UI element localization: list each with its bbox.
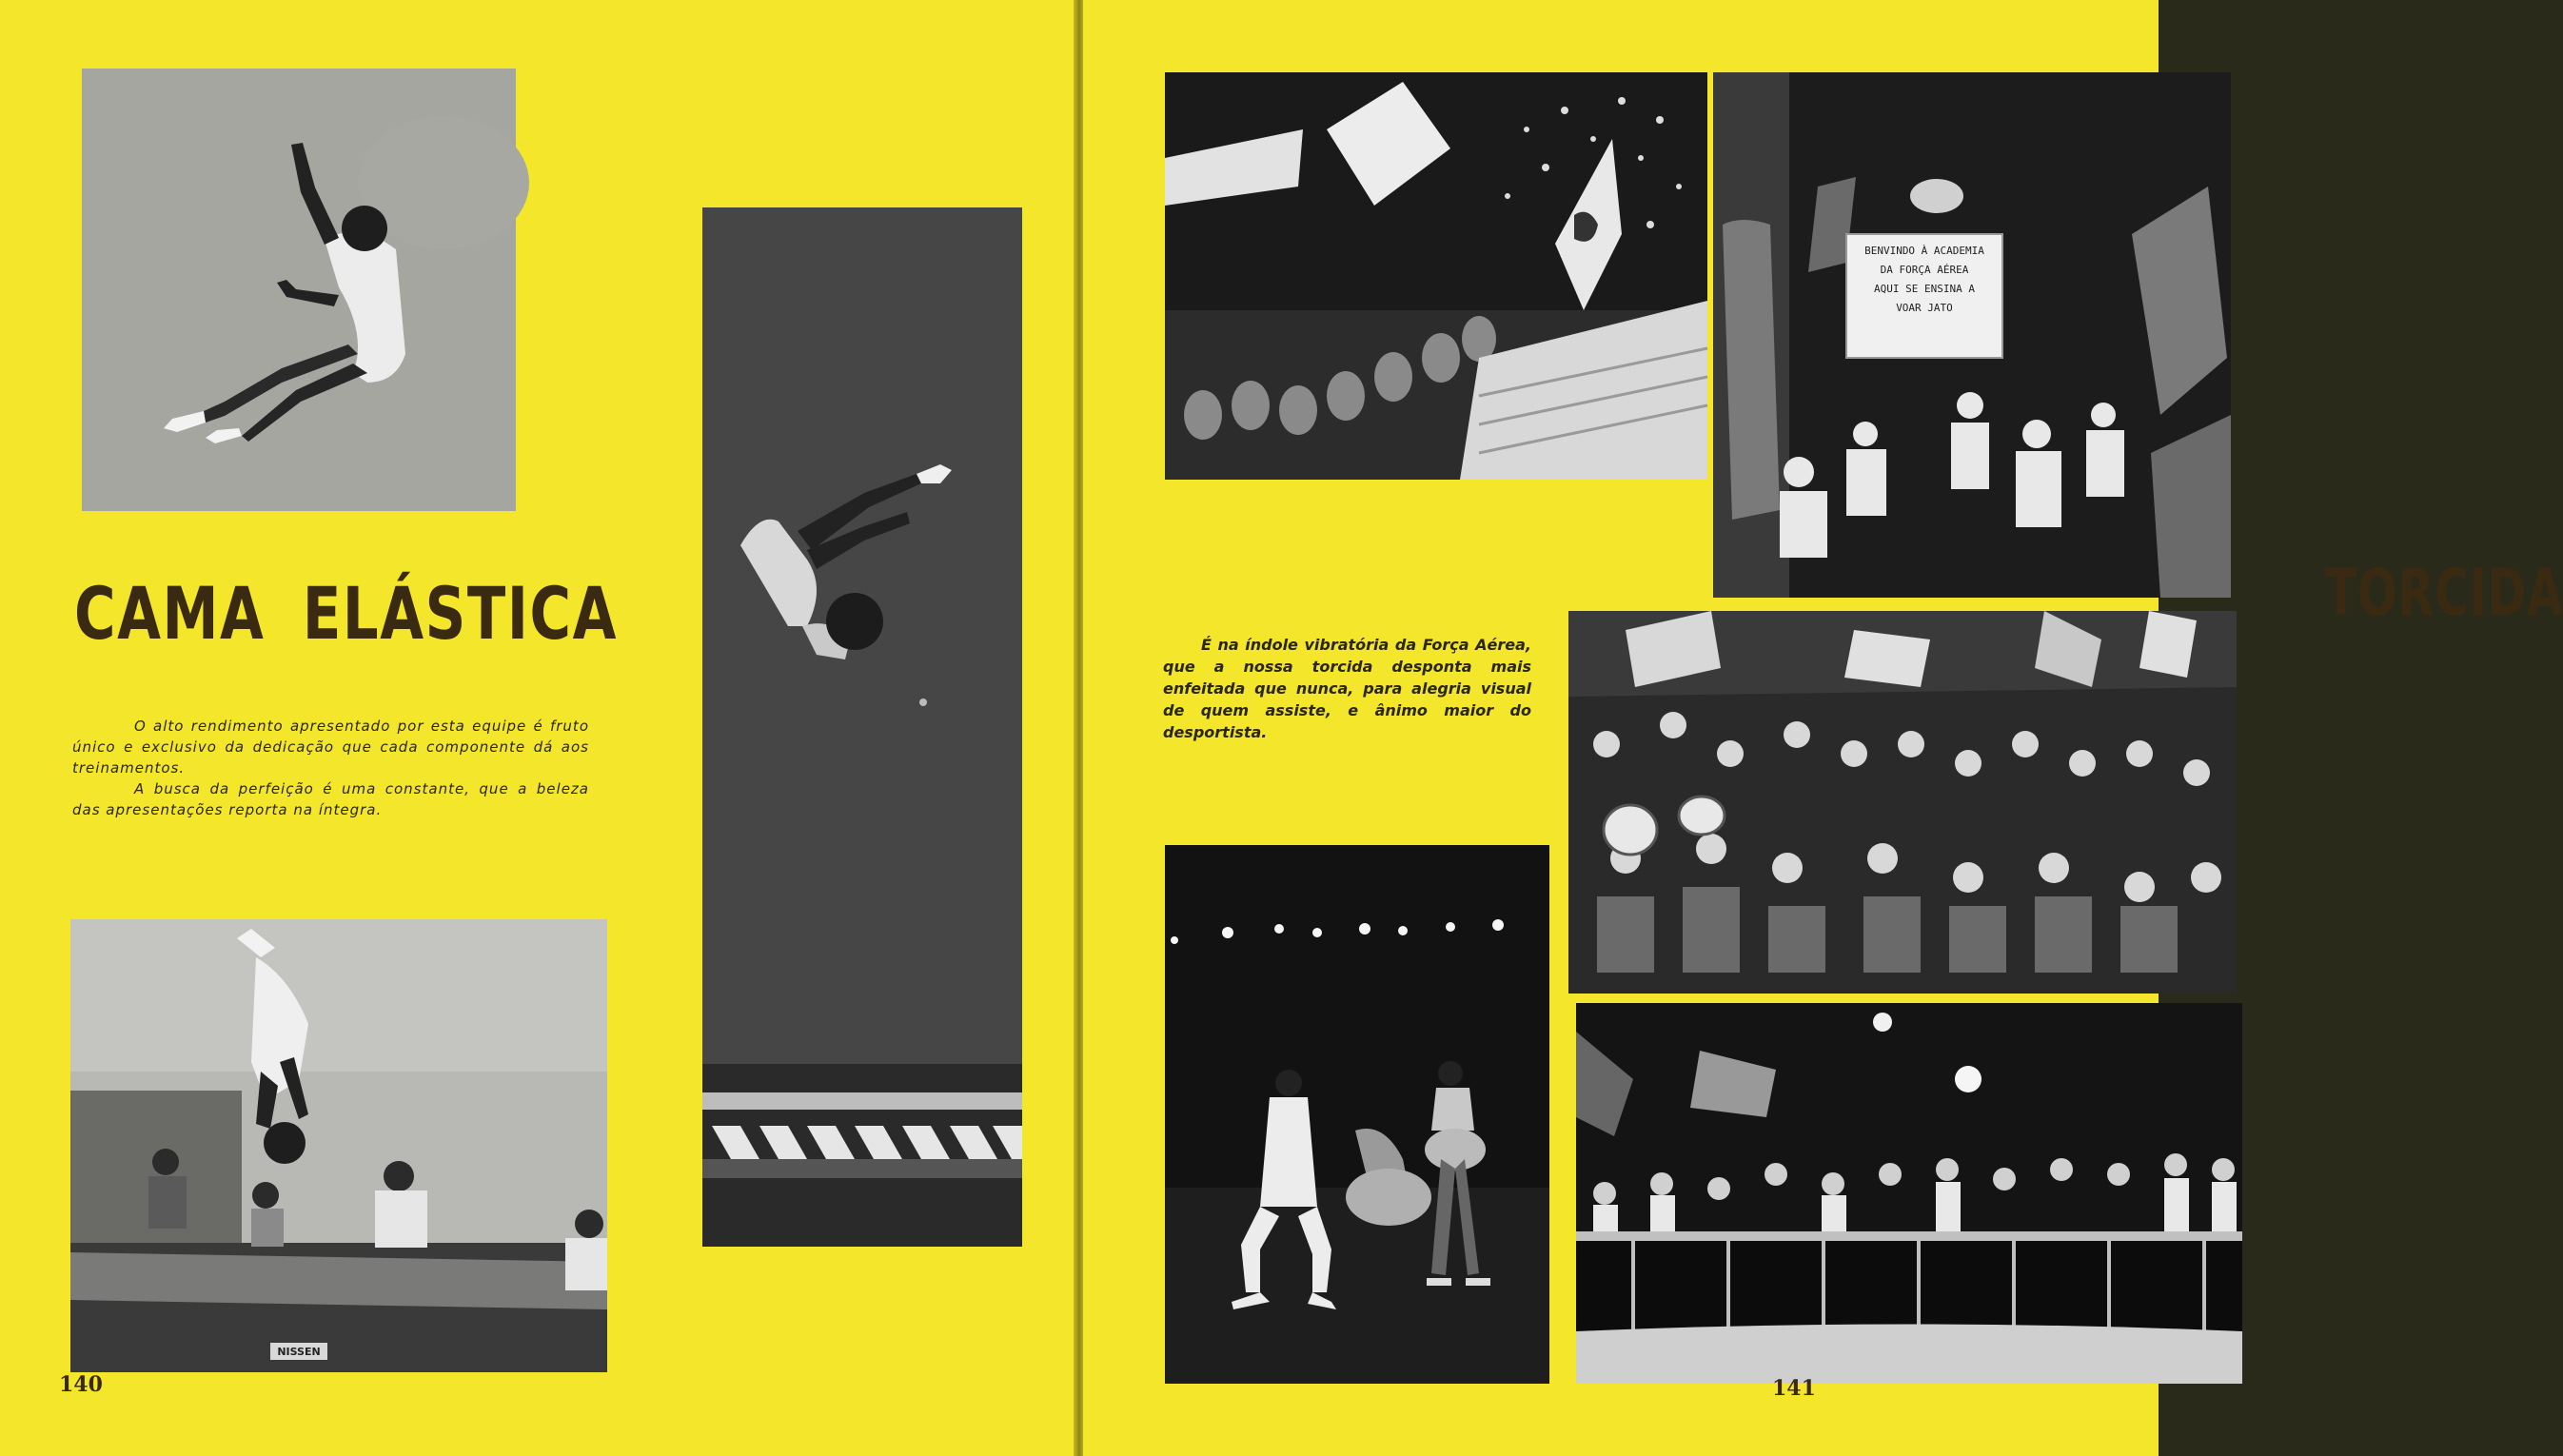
banner-line: VOAR JATO xyxy=(1896,302,1953,314)
banner-line: DA FORÇA AÉREA xyxy=(1880,264,1969,276)
photo-gymnast-leaping xyxy=(82,69,516,511)
photo-gymnast-somersault xyxy=(702,207,1022,1247)
page-number: 141 xyxy=(1772,1376,1816,1401)
photo-welcome-banner-parade xyxy=(1713,72,2231,598)
body-paragraph: O alto rendimento apresentado por esta equipe é fruto único e exclusivo da dedicação que cada componente dá aos treinamentos. xyxy=(72,718,589,777)
welcome-banner-text xyxy=(1846,242,2002,318)
photo-fans-drummers-stands xyxy=(1568,611,2237,994)
left-page xyxy=(0,0,1075,1456)
right-page xyxy=(1083,0,2563,1456)
body-paragraph: A busca da perfeição é uma constante, que a beleza das apresentações reporta na íntegra. xyxy=(72,780,589,818)
photo-night-dancers xyxy=(1165,845,1549,1384)
section-body: É na índole vibratória da Força Aérea, que a nossa torcida desponta mais enfeitada que nunca, para alegria visual de quem assiste, e ânimo maior do desportista. xyxy=(1163,636,1531,741)
photo-crowd-railing-banner xyxy=(1576,1003,2242,1384)
photo-fans-flags-confetti xyxy=(1165,72,1707,480)
section-title: CAMA ELÁSTICA xyxy=(74,571,619,656)
trampoline-brand-label: NISSEN xyxy=(277,1346,321,1358)
section-body xyxy=(72,716,589,820)
photo-trampoline-spotters xyxy=(70,919,607,1372)
page-number: 140 xyxy=(59,1372,103,1397)
section-title: TORCIDA xyxy=(2325,556,2563,631)
banner-line: BENVINDO À ACADEMIA xyxy=(1864,245,1984,257)
banner-line: AQUI SE ENSINA A xyxy=(1874,283,1975,295)
